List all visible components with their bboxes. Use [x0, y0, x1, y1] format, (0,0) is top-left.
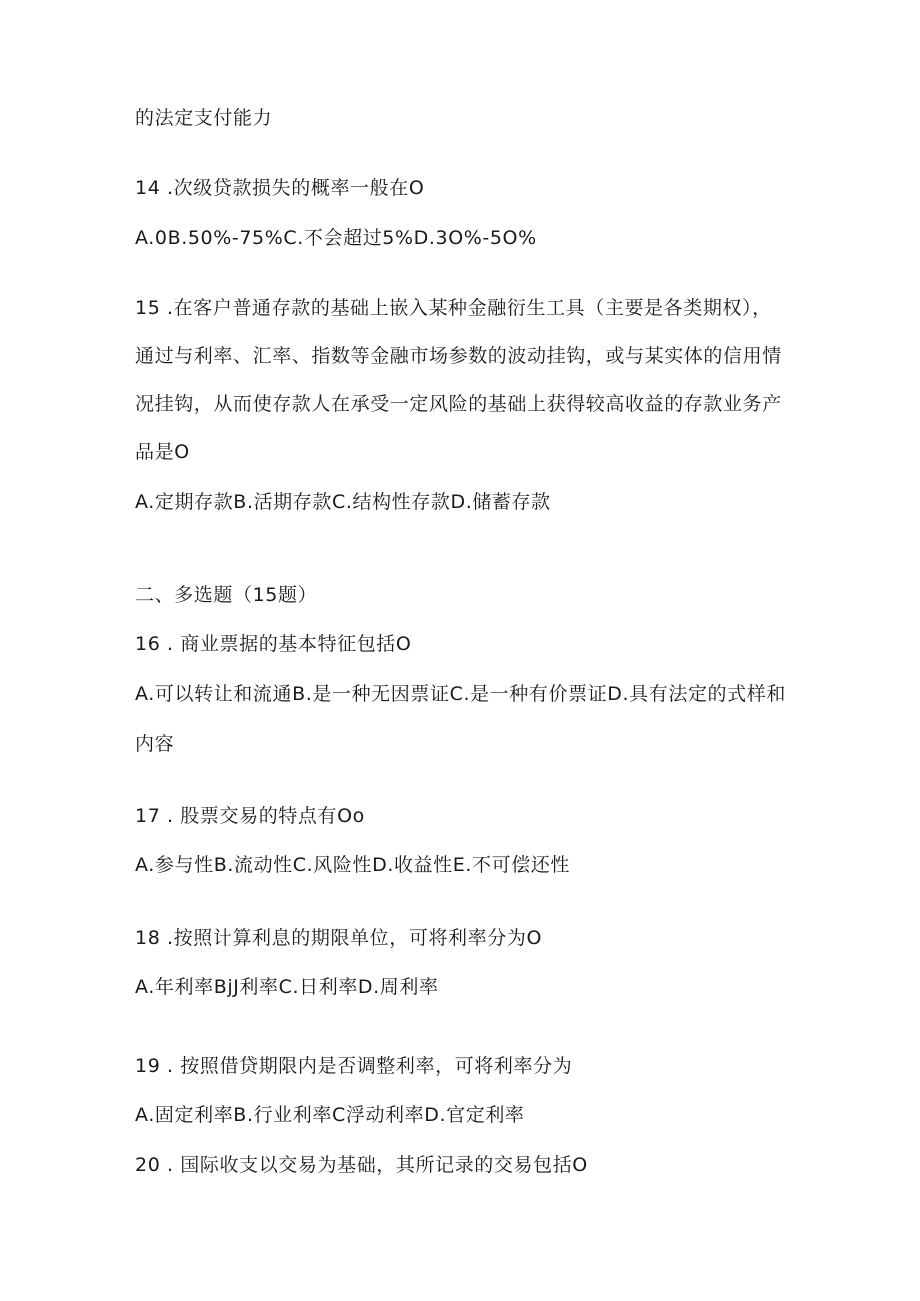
text-line-continuation: 的法定支付能力 — [135, 107, 273, 129]
question-19: 19 . 按照借贷期限内是否调整利率，可将利率分为 — [135, 1055, 573, 1077]
question-16-options-line-1: A.可以转让和流通B.是一种无因票证C.是一种有价票证D.具有法定的式样和 — [135, 683, 786, 705]
question-15-line-3: 况挂钩，从而使存款人在承受一定风险的基础上获得较高收益的存款业务产 — [135, 393, 782, 415]
question-17-options: A.参与性B.流动性C.风险性D.收益性E.不可偿还性 — [135, 854, 570, 876]
question-16-options-line-2: 内容 — [135, 733, 175, 755]
question-18-options: A.年利率BjJ利率C.日利率D.周利率 — [135, 976, 439, 998]
question-14-options: A.0B.50%-75%C.不会超过5%D.3O%-5O% — [135, 227, 537, 249]
question-15-line-2: 通过与利率、汇率、指数等金融市场参数的波动挂钩，或与某实体的信用情 — [135, 345, 782, 367]
question-18: 18 .按照计算利息的期限单位，可将利率分为O — [135, 927, 543, 949]
question-15-line-4: 品是O — [135, 441, 190, 463]
question-20: 20 . 国际收支以交易为基础，其所记录的交易包括O — [135, 1154, 588, 1176]
question-17: 17 . 股票交易的特点有Oo — [135, 805, 365, 827]
question-14: 14 .次级贷款损失的概率一般在O — [135, 177, 425, 199]
question-19-options: A.固定利率B.行业利率C浮动利率D.官定利率 — [135, 1104, 525, 1126]
section-heading: 二、多选题（15题） — [135, 584, 318, 606]
question-16: 16 . 商业票据的基本特征包括O — [135, 633, 412, 655]
question-15-options: A.定期存款B.活期存款C.结构性存款D.储蓄存款 — [135, 491, 551, 513]
question-15-line-1: 15 .在客户普通存款的基础上嵌入某种金融衍生工具（主要是各类期权）， — [135, 297, 772, 319]
